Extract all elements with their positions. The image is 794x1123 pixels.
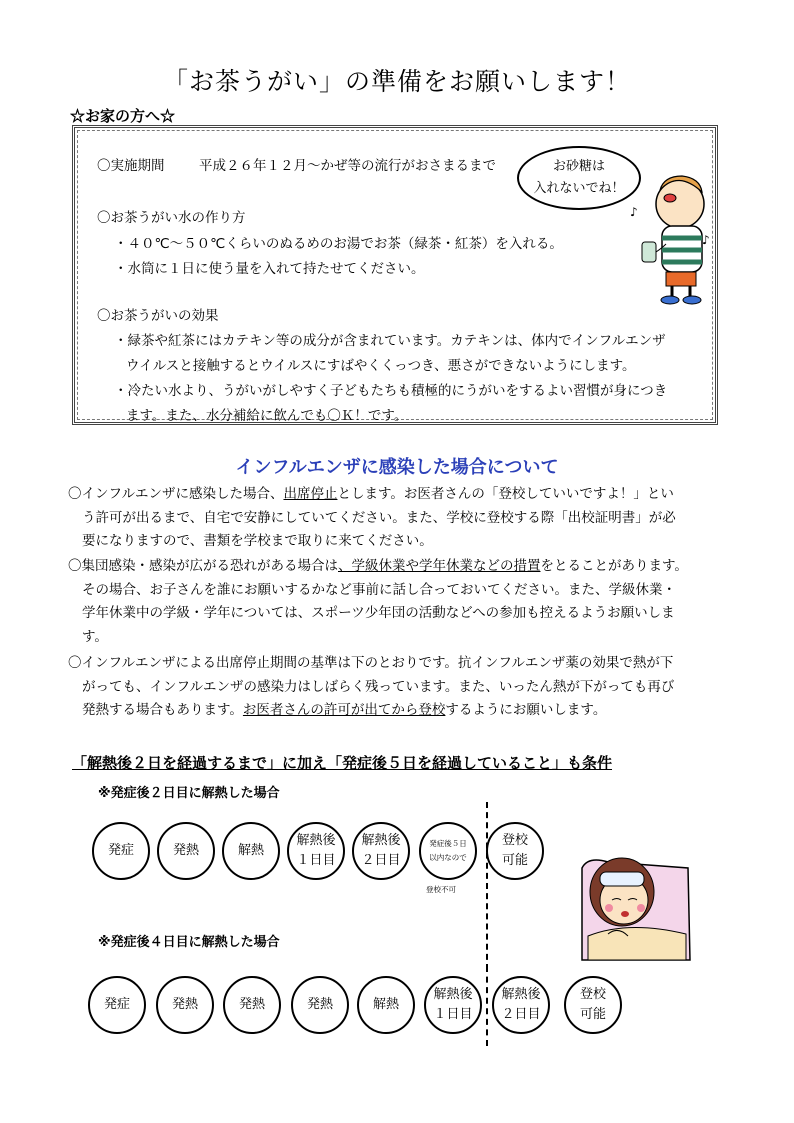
label: 発熱 (172, 843, 199, 858)
water-item-2: ・水筒に１日に使う量を入れて持たせてください。 (114, 261, 425, 277)
effect-line-4: ます。また、水分補給に飲んでも〇Ｋ！です。 (126, 408, 408, 424)
paragraph-3 (68, 652, 674, 723)
label: １日目 (296, 853, 336, 868)
p3-underline: お医者さんの許可が出てから登校 (242, 702, 446, 718)
cutoff-line-2 (486, 966, 488, 1046)
label: 発熱 (306, 997, 333, 1012)
p2-line-3: 学年休業中の学級・学年については、スポーツ少年団の活動などへの参加も控えるようお願いしま (82, 605, 675, 621)
effect-line-3: ・冷たい水より、うがいがしやすく子どもたちも積極的にうがいをするよい習慣が身につき (114, 383, 668, 399)
case2-day-fever-1 (156, 976, 214, 1034)
case2-day-fever-break (357, 976, 415, 1034)
label: １日目 (433, 1007, 473, 1022)
case1-no-school-note: 登校不可 (426, 885, 456, 894)
label: 発熱 (171, 997, 198, 1012)
label: 可能 (501, 853, 528, 868)
audience-heading: ☆お家の方へ☆ (70, 107, 176, 125)
period-label: 〇実施期間 (97, 158, 165, 174)
p2-line-2: その場合、お子さんを誰にお願いするかなど事前に話し合っておいてください。また、学級休業・ (82, 581, 676, 598)
label: 登校 (579, 987, 606, 1002)
condition-heading: 「解熱後２日を経過するまで」に加え「発症後５日を経過していること」も条件 (72, 754, 613, 772)
case1-day-after-1 (287, 822, 345, 880)
case1-note: ※発症後２日目に解熱した場合 (98, 786, 280, 801)
case2-day-after-2 (492, 976, 550, 1034)
paragraph-2 (68, 555, 688, 649)
p1-line-3: 要になりますので、書類を学校まで取りに来てください。 (82, 533, 433, 549)
p3-line-2: がっても、インフルエンザの感染力はしばらく残っています。また、いったん熱が下がっても再び (82, 678, 675, 695)
label: 登校 (501, 833, 528, 848)
effect-heading: 〇お茶うがいの効果 (97, 308, 219, 324)
label: ２日目 (361, 853, 401, 868)
label: 発症 (103, 997, 130, 1012)
bubble-text-2: 入れないでね！ (533, 181, 625, 196)
sick-child-illustration (578, 848, 694, 964)
label: 発症 (107, 843, 134, 858)
case1-day-fever (157, 822, 215, 880)
case2-day-fever-2 (223, 976, 281, 1034)
label: 解熱後 (501, 987, 541, 1002)
case2-note: ※発症後４日目に解熱した場合 (98, 935, 280, 950)
page-title: 「お茶うがい」の準備をお願いします！ (162, 67, 631, 96)
case1-day-school-ok (486, 822, 544, 880)
water-item-1: ・４０℃～５０℃くらいのぬるめのお湯でお茶（緑茶・紅茶）を入れる。 (114, 236, 563, 252)
p2-text: 〇集団感染・感染が広がる恐れがある場合は (68, 558, 338, 574)
gargling-child-illustration (628, 168, 716, 308)
case1-day-after-2 (352, 822, 410, 880)
p3-text: 発熱する場合もあります。 (82, 702, 243, 718)
label: 発症後５日 (429, 839, 467, 848)
case1-day-fever-break (222, 822, 280, 880)
paragraph-1 (68, 483, 676, 554)
svg-text:♪: ♪ (630, 205, 638, 219)
period-value: 平成２６年１２月～かぜ等の流行がおさまるまで (199, 158, 496, 174)
water-heading: 〇お茶うがい水の作り方 (97, 210, 246, 226)
label: 解熱後 (433, 987, 473, 1002)
p2-underline: 、学級休業や学年休業などの措置 (338, 558, 541, 574)
p3-line-1: 〇インフルエンザによる出席停止期間の基準は下のとおりです。抗インフルエンザ薬の効果で熱が下 (68, 655, 674, 671)
case2-day-onset (88, 976, 146, 1034)
label: 発熱 (238, 997, 265, 1012)
cutoff-line (486, 802, 488, 970)
label: ２日目 (501, 1007, 541, 1022)
bubble-text-1: お砂糖は (552, 159, 605, 174)
speech-bubble (517, 146, 641, 210)
label: 解熱後 (296, 833, 336, 848)
label: 解熱後 (361, 833, 401, 848)
case1-day-within-5 (419, 822, 477, 880)
case2-day-fever-3 (291, 976, 349, 1034)
effect-line-1: ・緑茶や紅茶にはカテキン等の成分が含まれています。カテキンは、体内でインフルエンザ (114, 333, 666, 349)
p2-text-b: をとることがあります。 (540, 558, 688, 574)
section-title: インフルエンザに感染した場合について (235, 457, 559, 478)
case2-day-after-1 (424, 976, 482, 1034)
label: 解熱 (237, 843, 264, 858)
p1-text-b: とします。お医者さんの「登校していいですよ！」とい (337, 486, 674, 502)
p3-text-b: するようにお願いします。 (445, 702, 607, 718)
p1-underline: 出席停止 (283, 486, 338, 502)
p1-text: 〇インフルエンザに感染した場合、 (68, 486, 284, 502)
case1-day-onset (92, 822, 150, 880)
p1-line-2: う許可が出るまで、自宅で安静にしていてください。また、学校に登校する際「出校証明書」が必 (82, 509, 676, 526)
label: 以内なので (429, 853, 467, 862)
effect-line-2: ウイルスと接触するとウイルスにすばやくくっつき、悪さができないようにします。 (126, 358, 636, 374)
svg-text:♪: ♪ (702, 233, 710, 247)
label: 解熱 (372, 997, 399, 1012)
label: 可能 (579, 1007, 606, 1022)
case2-day-school-ok (564, 976, 622, 1034)
p2-line-4: す。 (82, 628, 108, 645)
